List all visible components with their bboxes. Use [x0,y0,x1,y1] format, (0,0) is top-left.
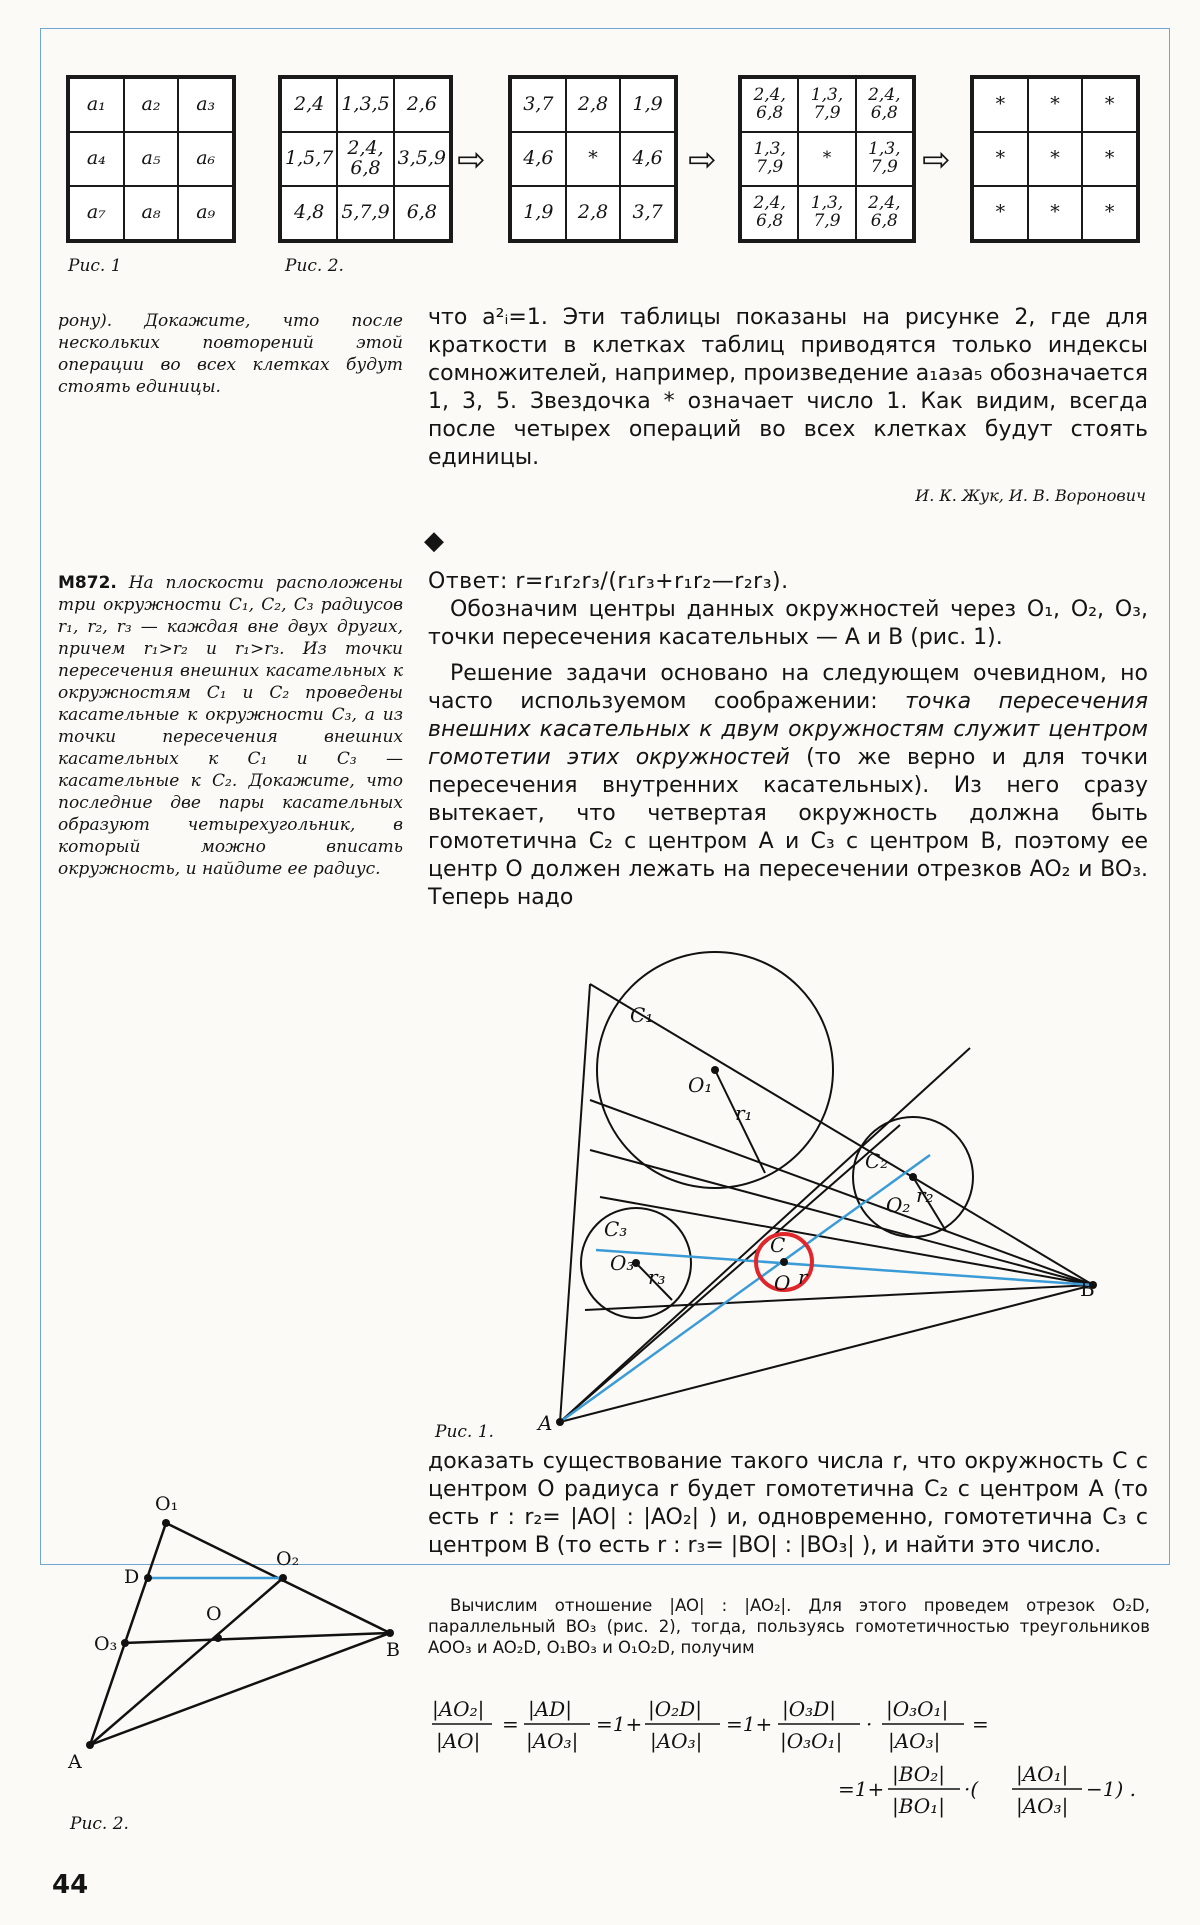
fig1-label: C [770,1233,786,1257]
table-cell: 2,8 [566,78,621,132]
page-number: 44 [52,1870,89,1900]
table-cell: * [798,132,855,186]
formula-term: −1) . [1086,1777,1136,1801]
table-cell: a₈ [124,186,179,240]
formula-term: |AD| [528,1697,572,1721]
fig2-caption: Рис. 2. [70,1814,129,1834]
table-cell: 1,3, 7,9 [798,186,855,240]
table-cell: * [1028,186,1083,240]
table-cell: 2,4, 6,8 [741,78,798,132]
formula-term: =1+ [596,1712,643,1736]
paragraph-3: доказать существование такого числа r, что окружность C с центром O радиуса r будет гомотетична C₂ с центром A (то есть r : r₂= |AO| : |AO₂| ) и, одновременно, гомотетична C₃ с центром B (то есть r : r₃= |BO| : |BO₃| ), и найти это число. [428,1449,1148,1558]
table-cell: a₁ [69,78,124,132]
main-paragraph: что a²ᵢ=1. Эти таблицы показаны на рисунке 2, где для краткости в клетках таблиц приводятся только индексы сомножителей, например, произведение a₁a₃a₅ обозначается 1, 3, 5. Звездочка * означает число 1. Как видим, всегда после четырех операций во всех клетках будут стоять единицы. [428,305,1148,470]
formula-term: |AO₃| [1016,1794,1069,1818]
formula-term: · [866,1712,873,1736]
formula-term: |AO₃| [526,1729,579,1753]
table-cell: 6,8 [394,186,450,240]
problem-text: На плоскости расположены три окружности C₁, C₂, C₃ радиусов r₁, r₂, r₃ — каждая вне двух других, причем r₁>r₂ и r₁>r₃. Из точки пересечения внешних касательных к окружностям C₁ и C₂ проведены касательные к окружности C₃, а из точки пересечения внешних касательных к C₁ и C₃ — касательные к C₂. Докажите, что последние две пары касательных образуют четырехугольник, в который можно вписать окружность, и найдите ее радиус. [58,573,404,879]
formula-term: |AO₃| [650,1729,703,1753]
table-cell: 1,3, 7,9 [741,132,798,186]
table-cell: 1,9 [511,186,566,240]
fig1-label: C₁ [630,1003,654,1027]
table-cell: 2,4, 6,8 [856,78,913,132]
table-cell: a₂ [124,78,179,132]
table-cell: 1,3, 7,9 [856,132,913,186]
table-cell: a₇ [69,186,124,240]
fig1-label: r₁ [735,1101,753,1125]
table-cell: * [1082,186,1137,240]
arrow-icon: ⇨ [688,140,717,180]
fig2-label: O [206,1603,222,1625]
table-cell: 2,8 [566,186,621,240]
fig2-label: B [386,1639,400,1661]
formula-term: = [972,1712,989,1736]
fig1-label: r [798,1265,808,1289]
fig2-label: O₃ [94,1633,118,1655]
formula-term: |AO₃| [888,1729,941,1753]
table-cell: 4,6 [620,132,675,186]
table-cell: 4,8 [281,186,337,240]
table-cell: 5,7,9 [337,186,393,240]
caption-fig1: Рис. 1 [68,256,122,276]
table-cell: 2,4, 6,8 [741,186,798,240]
fig2-label: D [124,1566,140,1588]
arrow-icon: ⇨ [922,140,951,180]
table-cell: 3,7 [620,186,675,240]
formula-term: |AO₂| [432,1697,485,1721]
table-cell: * [566,132,621,186]
formula-term: |O₃O₁| [886,1697,949,1721]
fig1-label: A [538,1411,553,1435]
table-cell: 2,6 [394,78,450,132]
paragraph-4: Вычислим отношение |AO| : |AO₂|. Для этого проведем отрезок O₂D, параллельный BO₃ (рис. 2), тогда, пользуясь гомотетичностью треугольников AOO₃ и AO₂D, O₁BO₃ и O₁O₂D, получим [428,1596,1150,1657]
table-cell: * [973,78,1028,132]
fig1-label: r₃ [648,1265,666,1289]
formula-term: =1+ [838,1777,885,1801]
table-cell: 3,5,9 [394,132,450,186]
table-cell: 1,3,5 [337,78,393,132]
fig1-label: O₁ [688,1073,713,1097]
paragraph-2: Решение задачи основано на следующем очевидном, но часто используемом соображении: точка пересечения внешних касательных к двум окружностям служит центром гомотетии этих окружностей (то же верно и для точки пересечения внутренних касательных). Из него сразу вытекает, что четвертая окружность должна быть гомотетична C₂ с центром A и C₃ с центром B, поэтому ее центр O должен лежать на пересечении отрезков AO₂ и BO₃. Теперь надо [428,661,1148,910]
paragraph-1: Обозначим центры данных окружностей через O₁, O₂, O₃, точки пересечения касательных — A и B (рис. 1). [428,597,1148,650]
fig1-label: O [774,1271,791,1295]
fig2-label: O₁ [155,1493,179,1515]
table-cell: 4,6 [511,132,566,186]
fig1-label: C₂ [865,1149,889,1173]
table-cell: * [1082,132,1137,186]
formula-term: |O₂D| [648,1697,702,1721]
table-cell: 2,4 [281,78,337,132]
table-cell: a₃ [178,78,233,132]
formula-term: =1+ [726,1712,773,1736]
table-cell: a₆ [178,132,233,186]
table-cell: a₄ [69,132,124,186]
arrow-icon: ⇨ [457,140,486,180]
table-cell: 2,4, 6,8 [337,132,393,186]
fig1-label: B [1080,1277,1095,1301]
diamond-icon: ◆ [424,526,444,556]
key-idea: точка пересечения внешних касательных к двум окружностям служит центром гомотетии этих окружностей [428,689,1148,770]
table-cell: * [973,186,1028,240]
fig1-label: O₂ [886,1193,911,1217]
formula-term: |AO| [436,1729,481,1753]
formula-term: |O₃O₁| [780,1729,843,1753]
table-cell: 1,5,7 [281,132,337,186]
table-cell: a₉ [178,186,233,240]
formula-term: |O₃D| [782,1697,836,1721]
fig2-label: A [68,1751,82,1773]
authors: И. К. Жук, И. В. Воронович [915,486,1146,505]
answer: Ответ: r=r₁r₂r₃/(r₁r₃+r₁r₂—r₂r₃). [428,569,789,594]
table-cell: * [973,132,1028,186]
fig1-label: O₃ [610,1251,635,1275]
table-cell: * [1028,78,1083,132]
formula-term: |AO₁| [1016,1762,1069,1786]
fig1-label: r₂ [916,1183,934,1207]
fig1-label: C₃ [604,1217,628,1241]
table-cell: 1,9 [620,78,675,132]
formula-term: ·( [964,1777,979,1801]
formula-term: |BO₁| [892,1794,945,1818]
formula-term: |BO₂| [892,1762,945,1786]
side-text-end: рону). Докажите, что после нескольких повторений этой операции во всех клетках будут стоять единицы. [58,311,403,397]
problem-number: M872. [58,573,117,593]
fig2-label: O₂ [276,1548,300,1570]
table-cell: 1,3, 7,9 [798,78,855,132]
table-cell: 3,7 [511,78,566,132]
formula-term: = [502,1712,519,1736]
table-cell: * [1028,132,1083,186]
fig1-caption: Рис. 1. [435,1422,494,1442]
caption-fig2: Рис. 2. [285,256,344,276]
table-cell: 2,4, 6,8 [856,186,913,240]
table-cell: * [1082,78,1137,132]
table-cell: a₅ [124,132,179,186]
